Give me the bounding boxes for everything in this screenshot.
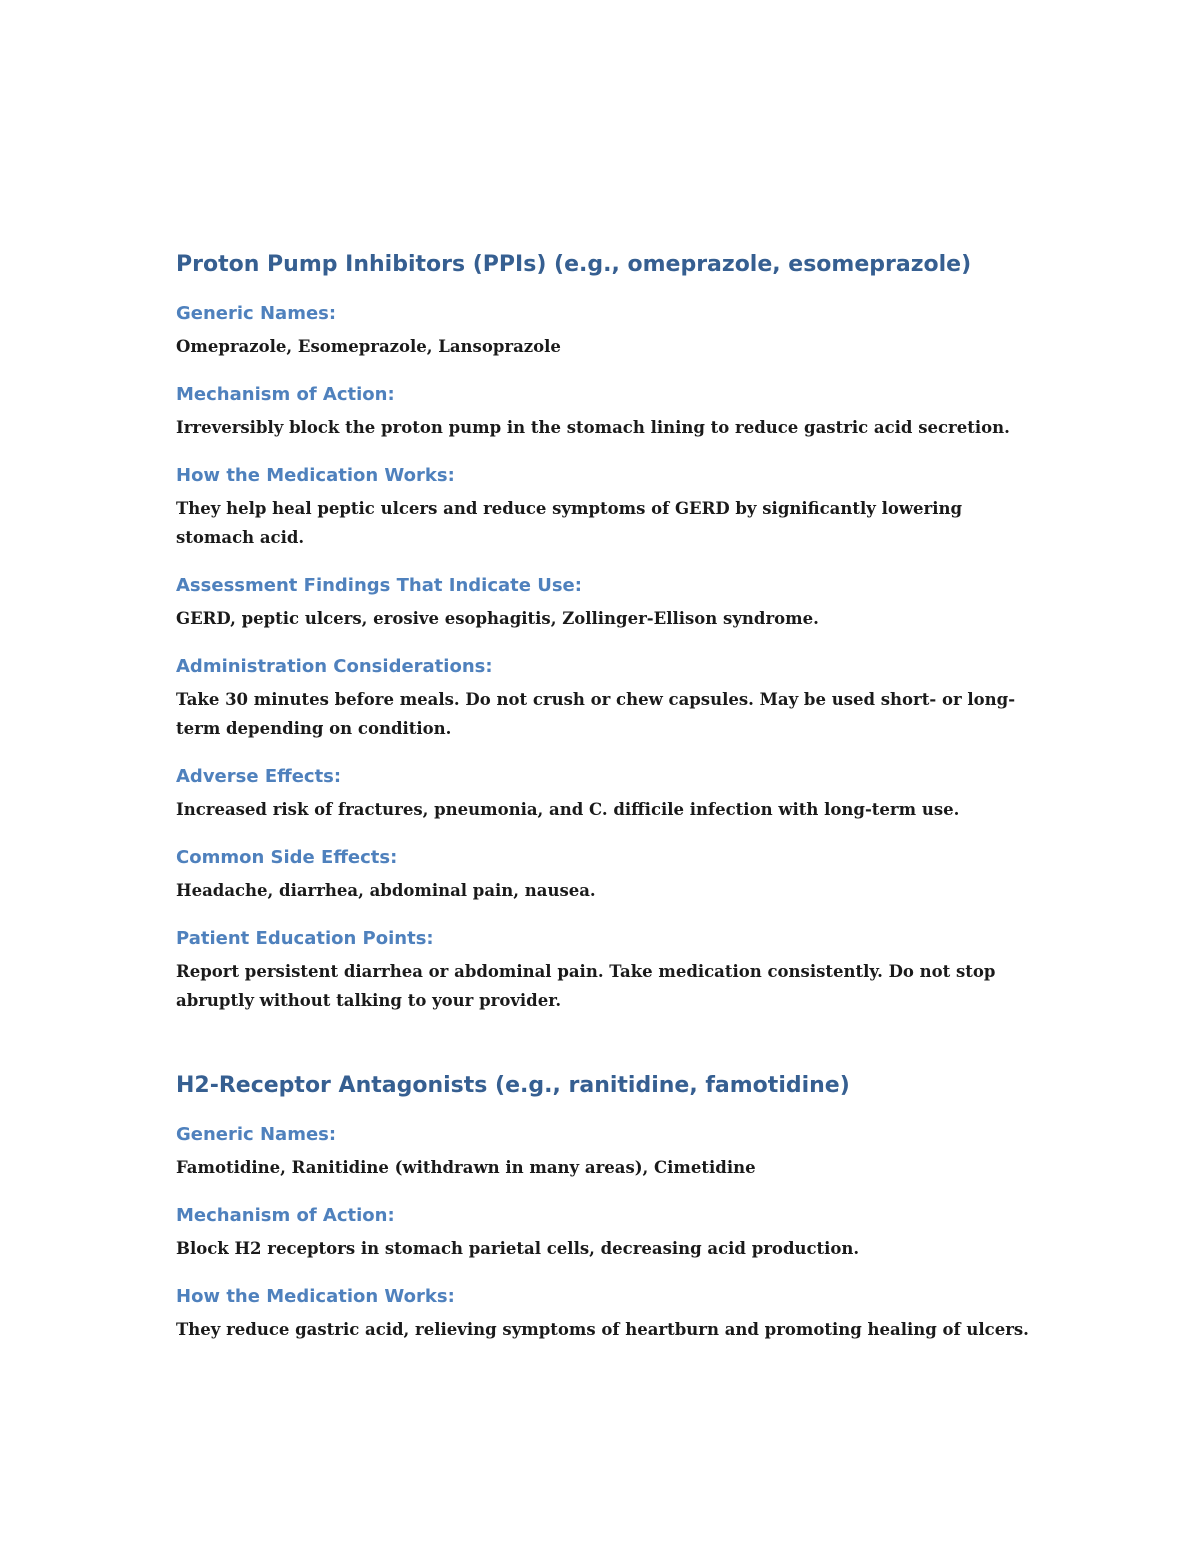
section-heading-assessment: Assessment Findings That Indicate Use:: [176, 575, 582, 596]
section-heading-generic-names: Generic Names:: [176, 303, 337, 324]
section-body-generic-names: Omeprazole, Esomeprazole, Lansoprazole: [176, 337, 561, 356]
section-heading-mechanism: Mechanism of Action:: [176, 1205, 395, 1226]
section-body-adverse-effects: Increased risk of fractures, pneumonia, and C. difficile infection with long-term use.: [176, 800, 960, 819]
section-heading-administration: Administration Considerations:: [176, 656, 493, 677]
document-content: [176, 250, 1036, 1400]
section-heading-generic-names: Generic Names:: [176, 1124, 337, 1145]
section-body-side-effects: Headache, diarrhea, abdominal pain, nausea.: [176, 881, 596, 900]
drug-class-h2: [176, 1071, 1036, 1344]
section-heading-side-effects: Common Side Effects:: [176, 847, 398, 868]
section-heading-patient-education: Patient Education Points:: [176, 928, 434, 949]
section-body-assessment: GERD, peptic ulcers, erosive esophagitis, Zollinger-Ellison syndrome.: [176, 609, 819, 628]
drug-class-title: H2-Receptor Antagonists (e.g., ranitidine, famotidine): [176, 1073, 850, 1098]
section-heading-how-it-works: How the Medication Works:: [176, 465, 455, 486]
section-body-how-it-works: They help heal peptic ulcers and reduce symptoms of GERD by significantly lowering stomach acid.: [176, 499, 963, 547]
section-body-generic-names: Famotidine, Ranitidine (withdrawn in many areas), Cimetidine: [176, 1158, 756, 1177]
drug-class-title: Proton Pump Inhibitors (PPIs) (e.g., omeprazole, esomeprazole): [176, 252, 972, 277]
drug-class-ppi: [176, 250, 1036, 1015]
section-body-mechanism: Irreversibly block the proton pump in the stomach lining to reduce gastric acid secretion.: [176, 418, 1010, 437]
section-body-how-it-works: They reduce gastric acid, relieving symptoms of heartburn and promoting healing of ulcers.: [176, 1320, 1029, 1339]
section-heading-mechanism: Mechanism of Action:: [176, 384, 395, 405]
section-body-administration: Take 30 minutes before meals. Do not crush or chew capsules. May be used short- or long-term depending on condition.: [176, 690, 1016, 738]
section-body-patient-education: Report persistent diarrhea or abdominal pain. Take medication consistently. Do not stop abruptly without talking to your provider.: [176, 962, 996, 1010]
section-heading-adverse-effects: Adverse Effects:: [176, 766, 342, 787]
section-body-mechanism: Block H2 receptors in stomach parietal cells, decreasing acid production.: [176, 1239, 860, 1258]
section-heading-how-it-works: How the Medication Works:: [176, 1286, 455, 1307]
